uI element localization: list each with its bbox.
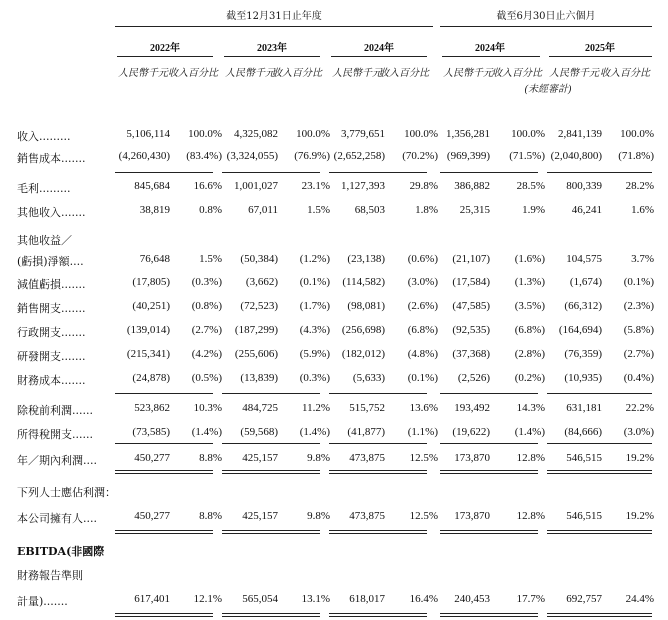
cell-percentage: (2.8%)	[514, 348, 545, 360]
cell-percentage: 12.5%	[409, 452, 438, 464]
cell-percentage: (3.0%)	[623, 426, 654, 438]
cell-amount: (98,081)	[347, 300, 385, 312]
sub-header-rmb: 人民幣千元	[443, 68, 493, 79]
subtotal-rule	[115, 443, 213, 444]
row-label: 下列人士應佔利潤：	[17, 486, 116, 499]
total-double-rule	[329, 470, 427, 471]
cell-amount: 473,875	[349, 510, 385, 522]
cell-percentage: 12.1%	[193, 593, 222, 605]
cell-amount: 617,401	[134, 593, 170, 605]
total-double-rule	[115, 616, 213, 617]
cell-amount: (17,584)	[452, 276, 490, 288]
half-header-2024: 2024年	[475, 43, 505, 54]
cell-amount: 484,725	[242, 402, 278, 414]
cell-percentage: 16.6%	[193, 180, 222, 192]
subtotal-rule	[115, 393, 213, 394]
row-label: 其他收益／	[17, 234, 72, 247]
cell-percentage: (0.1%)	[407, 372, 438, 384]
row-label: 年／期內利潤....	[17, 454, 97, 467]
cell-percentage: (2.6%)	[407, 300, 438, 312]
cell-amount: (4,260,430)	[118, 150, 170, 162]
row-label: 行政開支.......	[17, 326, 86, 339]
cell-percentage: 12.8%	[516, 510, 545, 522]
cell-percentage: (0.2%)	[514, 372, 545, 384]
cell-percentage: 9.8%	[307, 510, 330, 522]
cell-percentage: 19.2%	[625, 452, 654, 464]
total-double-rule	[115, 613, 213, 614]
cell-amount: 800,339	[566, 180, 602, 192]
cell-percentage: 13.1%	[301, 593, 330, 605]
total-double-rule	[222, 473, 320, 474]
cell-percentage: 14.3%	[516, 402, 545, 414]
cell-percentage: 23.1%	[301, 180, 330, 192]
group-header-year: 截至12月31日止年度	[226, 11, 322, 22]
total-double-rule	[547, 613, 652, 614]
cell-percentage: 8.8%	[199, 510, 222, 522]
cell-percentage: (0.3%)	[299, 372, 330, 384]
cell-amount: 631,181	[566, 402, 602, 414]
sub-header-pct: 收入百分比	[168, 68, 218, 79]
cell-percentage: 12.8%	[516, 452, 545, 464]
cell-percentage: 28.5%	[516, 180, 545, 192]
subtotal-rule	[329, 393, 427, 394]
cell-percentage: (1.2%)	[299, 253, 330, 265]
cell-amount: (255,606)	[234, 348, 278, 360]
row-label: 本公司擁有人....	[17, 512, 97, 525]
cell-amount: (76,359)	[564, 348, 602, 360]
cell-percentage: 17.7%	[516, 593, 545, 605]
cell-amount: (3,324,055)	[226, 150, 278, 162]
cell-percentage: (4.8%)	[407, 348, 438, 360]
total-double-rule	[222, 613, 320, 614]
cell-percentage: 12.5%	[409, 510, 438, 522]
total-double-rule	[440, 530, 538, 531]
group-rule-year	[115, 26, 433, 27]
sub-header-rmb: 人民幣千元	[332, 68, 382, 79]
total-double-rule	[222, 530, 320, 531]
cell-amount: (21,107)	[452, 253, 490, 265]
cell-percentage: (0.3%)	[191, 276, 222, 288]
cell-amount: (2,652,258)	[333, 150, 385, 162]
cell-amount: (139,014)	[126, 324, 170, 336]
cell-percentage: 100.0%	[620, 128, 654, 140]
cell-percentage: (2.3%)	[623, 300, 654, 312]
subtotal-rule	[115, 172, 213, 173]
total-double-rule	[547, 530, 652, 531]
year-header-2023: 2023年	[257, 43, 287, 54]
cell-amount: 692,757	[566, 593, 602, 605]
subtotal-rule	[547, 393, 652, 394]
cell-amount: 25,315	[459, 204, 490, 216]
total-double-rule	[329, 533, 427, 534]
cell-amount: 68,503	[354, 204, 385, 216]
cell-amount: (73,585)	[132, 426, 170, 438]
cell-amount: (3,662)	[245, 276, 278, 288]
cell-amount: 425,157	[242, 510, 278, 522]
row-label: (虧損)淨額....	[17, 255, 84, 268]
cell-percentage: (83.4%)	[186, 150, 222, 162]
cell-percentage: 10.3%	[193, 402, 222, 414]
total-double-rule	[329, 613, 427, 614]
sub-header-unaudited: (未經審計)	[524, 84, 572, 95]
cell-percentage: 13.6%	[409, 402, 438, 414]
group-header-half: 截至6月30日止六個月	[496, 11, 596, 22]
subtotal-rule	[547, 172, 652, 173]
subtotal-rule	[222, 443, 320, 444]
cell-percentage: (6.8%)	[514, 324, 545, 336]
cell-percentage: 9.8%	[307, 452, 330, 464]
subtotal-rule	[222, 393, 320, 394]
cell-percentage: (1.4%)	[191, 426, 222, 438]
total-double-rule	[547, 533, 652, 534]
cell-percentage: 100.0%	[404, 128, 438, 140]
row-label: 所得稅開支......	[17, 428, 93, 441]
cell-amount: 386,882	[454, 180, 490, 192]
cell-amount: 4,325,082	[234, 128, 278, 140]
cell-amount: (215,341)	[126, 348, 170, 360]
row-label: EBITDA(非國際	[17, 545, 105, 558]
cell-amount: 1,356,281	[446, 128, 490, 140]
sub-header-rmb: 人民幣千元	[118, 68, 168, 79]
cell-percentage: 22.2%	[625, 402, 654, 414]
sub-header-rmb: 人民幣千元	[225, 68, 275, 79]
cell-amount: (182,012)	[341, 348, 385, 360]
cell-amount: (72,523)	[240, 300, 278, 312]
sub-header-pct: 收入百分比	[492, 68, 542, 79]
cell-amount: (114,582)	[342, 276, 385, 288]
cell-amount: 473,875	[349, 452, 385, 464]
year-rule-2023	[224, 56, 320, 57]
sub-header-pct: 收入百分比	[600, 68, 650, 79]
cell-amount: (84,666)	[564, 426, 602, 438]
cell-percentage: (70.2%)	[402, 150, 438, 162]
cell-amount: 67,011	[248, 204, 278, 216]
cell-percentage: 1.5%	[307, 204, 330, 216]
cell-amount: (66,312)	[564, 300, 602, 312]
total-double-rule	[547, 616, 652, 617]
total-double-rule	[440, 473, 538, 474]
subtotal-rule	[440, 172, 538, 173]
cell-percentage: (5.8%)	[623, 324, 654, 336]
cell-percentage: (6.8%)	[407, 324, 438, 336]
cell-percentage: (0.4%)	[623, 372, 654, 384]
row-label: 銷售成本.......	[17, 152, 86, 165]
cell-amount: (41,877)	[347, 426, 385, 438]
total-double-rule	[440, 470, 538, 471]
row-label: 財務成本.......	[17, 374, 86, 387]
cell-percentage: (1.6%)	[514, 253, 545, 265]
subtotal-rule	[329, 443, 427, 444]
total-double-rule	[440, 613, 538, 614]
cell-amount: 173,870	[454, 452, 490, 464]
cell-amount: 618,017	[349, 593, 385, 605]
row-label: 計量).......	[17, 595, 68, 608]
total-double-rule	[115, 533, 213, 534]
total-double-rule	[115, 473, 213, 474]
cell-percentage: (2.7%)	[623, 348, 654, 360]
cell-amount: 76,648	[139, 253, 170, 265]
total-double-rule	[222, 533, 320, 534]
cell-percentage: 19.2%	[625, 510, 654, 522]
cell-percentage: 16.4%	[409, 593, 438, 605]
total-double-rule	[440, 616, 538, 617]
cell-percentage: (0.1%)	[299, 276, 330, 288]
cell-amount: 38,819	[139, 204, 170, 216]
row-label: 研發開支.......	[17, 350, 86, 363]
cell-amount: (40,251)	[132, 300, 170, 312]
year-rule-2024	[331, 56, 427, 57]
total-double-rule	[222, 616, 320, 617]
row-label: 其他收入.......	[17, 206, 86, 219]
cell-amount: 546,515	[566, 452, 602, 464]
total-double-rule	[547, 473, 652, 474]
cell-percentage: (1.7%)	[299, 300, 330, 312]
cell-percentage: 3.7%	[631, 253, 654, 265]
subtotal-rule	[547, 443, 652, 444]
cell-percentage: (1.4%)	[299, 426, 330, 438]
total-double-rule	[440, 533, 538, 534]
cell-percentage: (0.8%)	[191, 300, 222, 312]
cell-percentage: 0.8%	[199, 204, 222, 216]
cell-amount: 1,127,393	[341, 180, 385, 192]
cell-amount: (50,384)	[240, 253, 278, 265]
cell-amount: (24,878)	[132, 372, 170, 384]
cell-amount: (47,585)	[452, 300, 490, 312]
subtotal-rule	[329, 172, 427, 173]
cell-percentage: (4.3%)	[299, 324, 330, 336]
row-label: 除稅前利潤......	[17, 404, 93, 417]
cell-percentage: (1.4%)	[514, 426, 545, 438]
cell-percentage: 1.8%	[415, 204, 438, 216]
cell-percentage: (76.9%)	[294, 150, 330, 162]
cell-amount: 515,752	[349, 402, 385, 414]
cell-percentage: (4.2%)	[191, 348, 222, 360]
half-header-2025: 2025年	[585, 43, 615, 54]
subtotal-rule	[222, 172, 320, 173]
cell-amount: 104,575	[566, 253, 602, 265]
cell-amount: 2,841,139	[558, 128, 602, 140]
year-rule-2022	[117, 56, 213, 57]
half-rule-2025	[549, 56, 652, 57]
cell-percentage: (0.1%)	[623, 276, 654, 288]
cell-percentage: 29.8%	[409, 180, 438, 192]
cell-percentage: 1.6%	[631, 204, 654, 216]
cell-amount: 193,492	[454, 402, 490, 414]
cell-amount: 546,515	[566, 510, 602, 522]
cell-percentage: (71.8%)	[618, 150, 654, 162]
cell-percentage: 100.0%	[511, 128, 545, 140]
cell-percentage: (5.9%)	[299, 348, 330, 360]
cell-percentage: (3.5%)	[514, 300, 545, 312]
cell-amount: (164,694)	[558, 324, 602, 336]
group-rule-half	[440, 26, 652, 27]
cell-percentage: 1.5%	[199, 253, 222, 265]
cell-amount: 425,157	[242, 452, 278, 464]
total-double-rule	[115, 530, 213, 531]
row-label: 銷售開支.......	[17, 302, 86, 315]
cell-amount: 845,684	[134, 180, 170, 192]
cell-amount: (17,805)	[132, 276, 170, 288]
cell-percentage: (0.6%)	[407, 253, 438, 265]
sub-header-pct: 收入百分比	[272, 68, 322, 79]
cell-percentage: 24.4%	[625, 593, 654, 605]
cell-percentage: (3.0%)	[407, 276, 438, 288]
cell-amount: (13,839)	[240, 372, 278, 384]
cell-amount: (5,633)	[352, 372, 385, 384]
total-double-rule	[115, 470, 213, 471]
cell-percentage: (71.5%)	[509, 150, 545, 162]
cell-amount: 173,870	[454, 510, 490, 522]
cell-percentage: (1.3%)	[514, 276, 545, 288]
cell-amount: 1,001,027	[234, 180, 278, 192]
half-rule-2024	[442, 56, 540, 57]
cell-percentage: 8.8%	[199, 452, 222, 464]
cell-percentage: 1.9%	[522, 204, 545, 216]
cell-amount: (23,138)	[347, 253, 385, 265]
total-double-rule	[222, 470, 320, 471]
total-double-rule	[329, 616, 427, 617]
cell-amount: 450,277	[134, 452, 170, 464]
row-label: 收入.........	[17, 130, 71, 143]
cell-percentage: (0.5%)	[191, 372, 222, 384]
cell-amount: (59,568)	[240, 426, 278, 438]
cell-amount: (92,535)	[452, 324, 490, 336]
cell-amount: (19,622)	[452, 426, 490, 438]
cell-percentage: (1.1%)	[407, 426, 438, 438]
cell-percentage: (2.7%)	[191, 324, 222, 336]
cell-amount: 450,277	[134, 510, 170, 522]
cell-amount: 240,453	[454, 593, 490, 605]
cell-percentage: 100.0%	[188, 128, 222, 140]
year-header-2022: 2022年	[150, 43, 180, 54]
row-label: 財務報告準則	[17, 569, 83, 582]
cell-amount: (256,698)	[341, 324, 385, 336]
cell-amount: (187,299)	[234, 324, 278, 336]
cell-percentage: 28.2%	[625, 180, 654, 192]
subtotal-rule	[440, 393, 538, 394]
row-label: 減值虧損.......	[17, 278, 86, 291]
cell-amount: (1,674)	[569, 276, 602, 288]
cell-amount: (969,399)	[446, 150, 490, 162]
total-double-rule	[547, 470, 652, 471]
cell-amount: 46,241	[571, 204, 602, 216]
cell-percentage: 100.0%	[296, 128, 330, 140]
cell-amount: (2,526)	[457, 372, 490, 384]
year-header-2024: 2024年	[364, 43, 394, 54]
sub-header-pct: 收入百分比	[379, 68, 429, 79]
cell-amount: 565,054	[242, 593, 278, 605]
cell-amount: 3,779,651	[341, 128, 385, 140]
subtotal-rule	[440, 443, 538, 444]
cell-amount: 523,862	[134, 402, 170, 414]
row-label: 毛利.........	[17, 182, 71, 195]
total-double-rule	[329, 473, 427, 474]
sub-header-rmb: 人民幣千元	[549, 68, 599, 79]
cell-amount: 5,106,114	[126, 128, 170, 140]
cell-percentage: 11.2%	[301, 402, 330, 414]
total-double-rule	[329, 530, 427, 531]
cell-amount: (10,935)	[564, 372, 602, 384]
cell-amount: (2,040,800)	[550, 150, 602, 162]
cell-amount: (37,368)	[452, 348, 490, 360]
